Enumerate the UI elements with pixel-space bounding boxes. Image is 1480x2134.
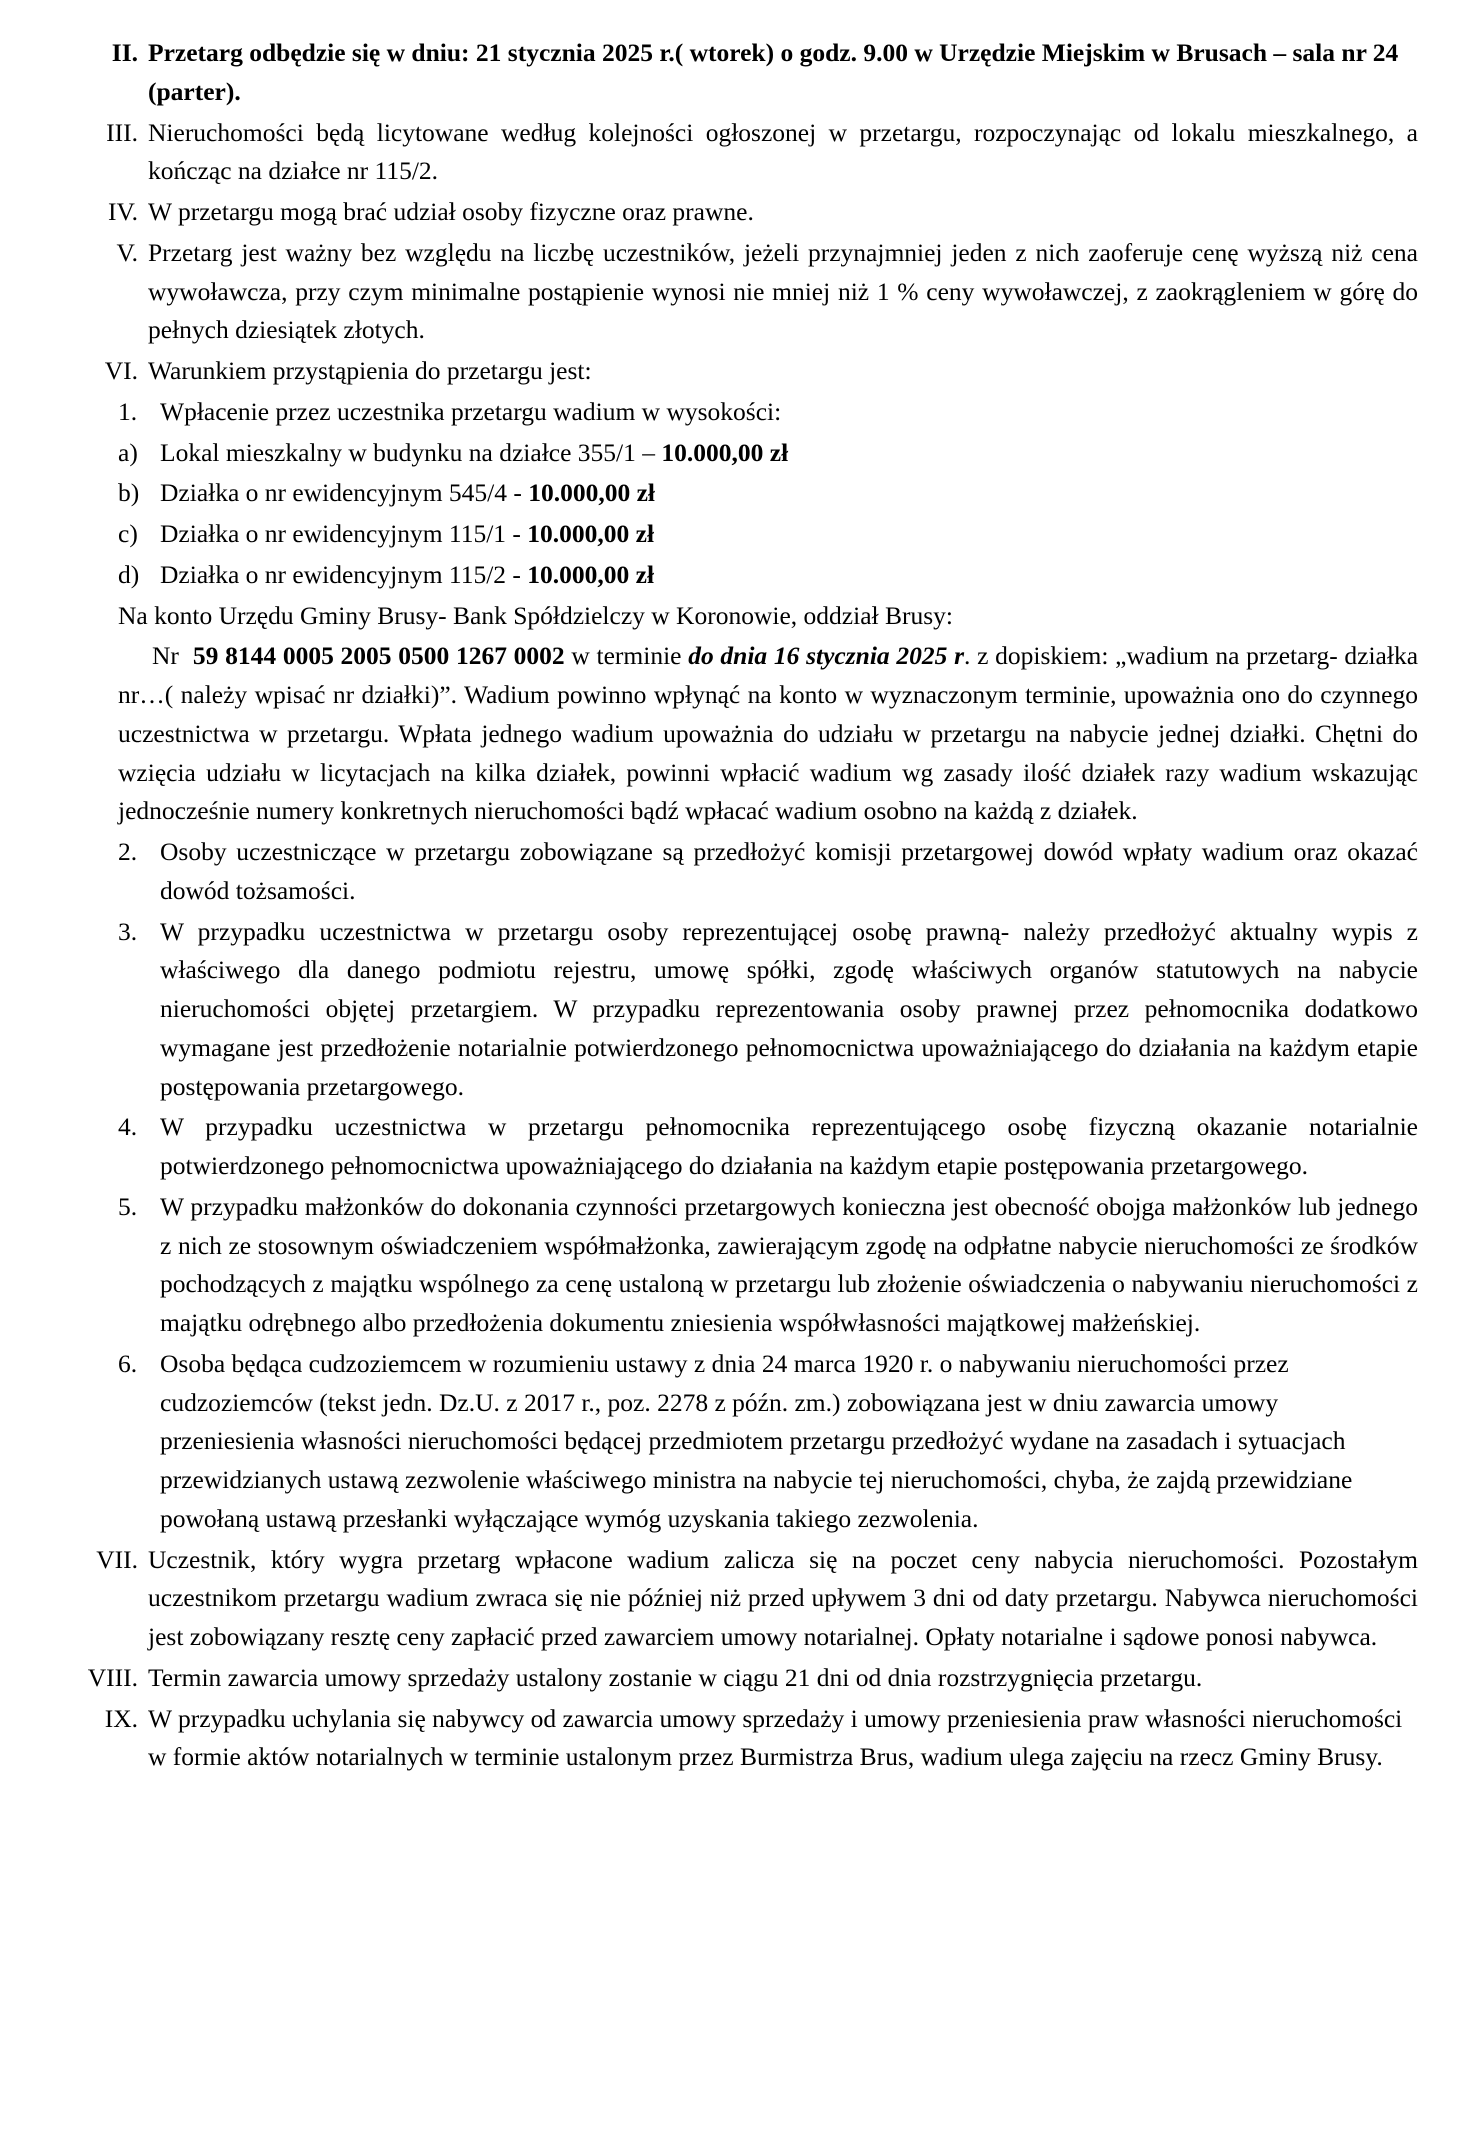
deposit-item-a-body xyxy=(160,434,1418,473)
account-after: . z dopiskiem: „wadium na przetarg- działka nr…( należy wpisać nr działki)”. Wadium powinno wpłynąć na konto w wyznaczonym terminie, upoważnia ono do czynnego uczestnictwa w przetargu. Wpłata jednego wadium upoważnia do udziału w przetargu na nabycie jednej działki. Chętni do wzięcia udziału w licytacjach na kilka działek, powinni wpłacić wadium wg zasady ilość działek razy wadium wskazując jednocześnie numery konkretnych nieruchomości bądź wpłacać wadium osobno na każdą z działek. xyxy=(118,641,1419,826)
account-prefix: Nr xyxy=(152,641,179,671)
section-viii xyxy=(62,1659,1418,1698)
vi-item-5 xyxy=(62,1188,1418,1343)
section-iv-marker: IV. xyxy=(108,197,138,226)
account-number: 59 8144 0005 2005 0500 1267 0002 xyxy=(192,641,565,671)
section-iv xyxy=(62,193,1418,232)
section-ii-text: Przetarg odbędzie się w dniu: 21 stycznia 2025 r.( wtorek) o godz. 9.00 w Urzędzie Miejskim w Brusach – sala nr 24 (parter). xyxy=(148,38,1399,106)
deposit-item-a-amount: 10.000,00 zł xyxy=(661,437,789,467)
section-ix-marker: IX. xyxy=(104,1703,138,1733)
deposit-item-d-amount: 10.000,00 zł xyxy=(527,559,655,589)
section-vi xyxy=(62,352,1418,391)
deposit-item-b-marker: b) xyxy=(118,478,140,508)
section-viii-marker: VIII. xyxy=(87,1662,138,1692)
deposit-item-d xyxy=(62,556,1418,595)
vi-item-3-marker: 3. xyxy=(118,916,138,946)
account-deadline: do dnia 16 stycznia 2025 r xyxy=(688,641,965,671)
section-v xyxy=(62,234,1418,350)
section-vi-text: Warunkiem przystąpienia do przetargu jest: xyxy=(148,356,592,385)
deposit-item-d-marker: d) xyxy=(118,559,140,589)
vi-item-6 xyxy=(62,1345,1418,1539)
vi-item-4 xyxy=(62,1108,1418,1186)
deposit-item-d-label: Działka o nr ewidencyjnym 115/2 - xyxy=(160,559,521,589)
vi-item-2 xyxy=(62,833,1418,911)
vi-item-1 xyxy=(62,393,1418,432)
section-ii xyxy=(62,34,1418,112)
deposit-item-b xyxy=(62,474,1418,513)
section-v-marker: V. xyxy=(116,237,138,267)
deposit-item-d-body xyxy=(160,556,1418,595)
section-iii xyxy=(62,114,1418,192)
deposit-item-c-body xyxy=(160,515,1418,554)
vi-item-3 xyxy=(62,913,1418,1107)
section-vii xyxy=(62,1541,1418,1657)
account-middle: w terminie xyxy=(571,641,682,671)
vi-item-2-marker: 2. xyxy=(118,837,138,866)
account-paragraph xyxy=(62,637,1418,831)
deposit-item-c-marker: c) xyxy=(118,519,138,548)
deposit-item-b-amount: 10.000,00 zł xyxy=(528,478,656,508)
deposit-item-c xyxy=(62,515,1418,554)
section-ix xyxy=(62,1700,1418,1778)
deposit-item-a-marker: a) xyxy=(118,437,138,467)
section-iii-text: Nieruchomości będą licytowane według kolejności ogłoszonej w przetargu, rozpoczynając od lokalu mieszkalnego, a kończąc na działce nr 115/2. xyxy=(148,117,1418,186)
deposit-item-b-label: Działka o nr ewidencyjnym 545/4 - xyxy=(160,478,522,508)
section-v-text: Przetarg jest ważny bez względu na liczbę uczestników, jeżeli przynajmniej jeden z nich zaoferuje cenę wyższą niż cena wywoławcza, przy czym minimalne postąpienie wynosi nie mniej niż 1 % ceny wywoławczej, z zaokrągleniem w górę do pełnych dziesiątek złotych. xyxy=(148,237,1418,345)
deposit-item-b-body xyxy=(160,474,1418,513)
vi-item-4-marker: 4. xyxy=(118,1112,138,1142)
vi-item-5-marker: 5. xyxy=(118,1191,138,1221)
section-viii-text: Termin zawarcia umowy sprzedaży ustalony zostanie w ciągu 21 dni od dnia rozstrzygnięcia przetargu. xyxy=(148,1662,1203,1692)
section-vii-text: Uczestnik, który wygra przetarg wpłacone wadium zalicza się na poczet ceny nabycia nieruchomości. Pozostałym uczestnikom przetargu wadium zwraca się nie później niż przed upływem 3 dni od daty przetargu. Nabywca nieruchomości jest zobowiązany resztę ceny zapłacić przed zawarciem umowy notarialnej. Opłaty notarialne i sądowe ponosi nabywca. xyxy=(148,1544,1418,1651)
vi-item-6-marker: 6. xyxy=(118,1348,138,1378)
bank-account-line: Na konto Urzędu Gminy Brusy- Bank Spółdzielczy w Koronowie, oddział Brusy: xyxy=(118,600,953,630)
vi-item-5-text: W przypadku małżonków do dokonania czynności przetargowych konieczna jest obecność obojga małżonków lub jednego z nich ze stosownym oświadczeniem współmałżonka, zawierającym zgodę na odpłatne nabycie nieruchomości ze środków pochodzących z majątku wspólnego za cenę ustaloną w przetargu lub złożenie oświadczenia o nabywaniu nieruchomości z majątku odrębnego albo przedłożenia dokumentu zniesienia współwłasności majątkowej małżeńskiej. xyxy=(160,1191,1418,1337)
deposit-item-c-label: Działka o nr ewidencyjnym 115/1 - xyxy=(160,519,521,548)
vi-item-3-text: W przypadku uczestnictwa w przetargu osoby reprezentującej osobę prawną- należy przedłożyć aktualny wypis z właściwego dla danego podmiotu rejestru, umowę spółki, zgodę właściwych organów statutowych na nabycie nieruchomości objętej przetargiem. W przypadku reprezentowania osoby prawnej przez pełnomocnika dodatkowo wymagane jest przedłożenie notarialnie potwierdzonego pełnomocnictwa upoważniającego do działania na każdym etapie postępowania przetargowego. xyxy=(160,916,1418,1101)
deposit-item-a-label: Lokal mieszkalny w budynku na działce 355/1 – xyxy=(160,437,655,467)
section-vi-marker: VI. xyxy=(104,356,138,385)
vi-item-1-text: Wpłacenie przez uczestnika przetargu wadium w wysokości: xyxy=(160,396,782,426)
section-iii-marker: III. xyxy=(106,117,138,147)
vi-item-4-text: W przypadku uczestnictwa w przetargu pełnomocnika reprezentującego osobę fizyczną okazanie notarialnie potwierdzonego pełnomocnictwa upoważniającego do działania na każdym etapie postępowania przetargowego. xyxy=(160,1112,1418,1180)
deposit-item-c-amount: 10.000,00 zł xyxy=(527,519,655,548)
section-iv-text: W przetargu mogą brać udział osoby fizyczne oraz prawne. xyxy=(148,197,754,226)
section-vii-marker: VII. xyxy=(96,1544,138,1574)
vi-item-2-text: Osoby uczestniczące w przetargu zobowiązane są przedłożyć komisji przetargowej dowód wpłaty wadium oraz okazać dowód tożsamości. xyxy=(160,837,1418,905)
vi-item-1-marker: 1. xyxy=(118,396,138,426)
section-ix-text: W przypadku uchylania się nabywcy od zawarcia umowy sprzedaży i umowy przeniesienia praw własności nieruchomości w formie aktów notarialnych w terminie ustalonym przez Burmistrza Brus, wadium ulega zajęciu na rzecz Gminy Brusy. xyxy=(148,1703,1403,1772)
deposit-item-a xyxy=(62,434,1418,473)
vi-item-6-text: Osoba będąca cudzoziemcem w rozumieniu ustawy z dnia 24 marca 1920 r. o nabywaniu nieruchomości przez cudzoziemców (tekst jedn. Dz.U. z 2017 r., poz. 2278 z późn. zm.) zobowiązana jest w dniu zawarcia umowy przeniesienia własności nieruchomości będącej przedmiotem przetargu przedłożyć wydane na zasadach i sytuacjach przewidzianych ustawą zezwolenie właściwego ministra na nabycie tej nieruchomości, chyba, że zajdą przewidziane powołaną ustawą przesłanki wyłączające wymóg uzyskania takiego zezwolenia. xyxy=(160,1348,1353,1533)
section-ii-marker: II. xyxy=(111,38,138,67)
